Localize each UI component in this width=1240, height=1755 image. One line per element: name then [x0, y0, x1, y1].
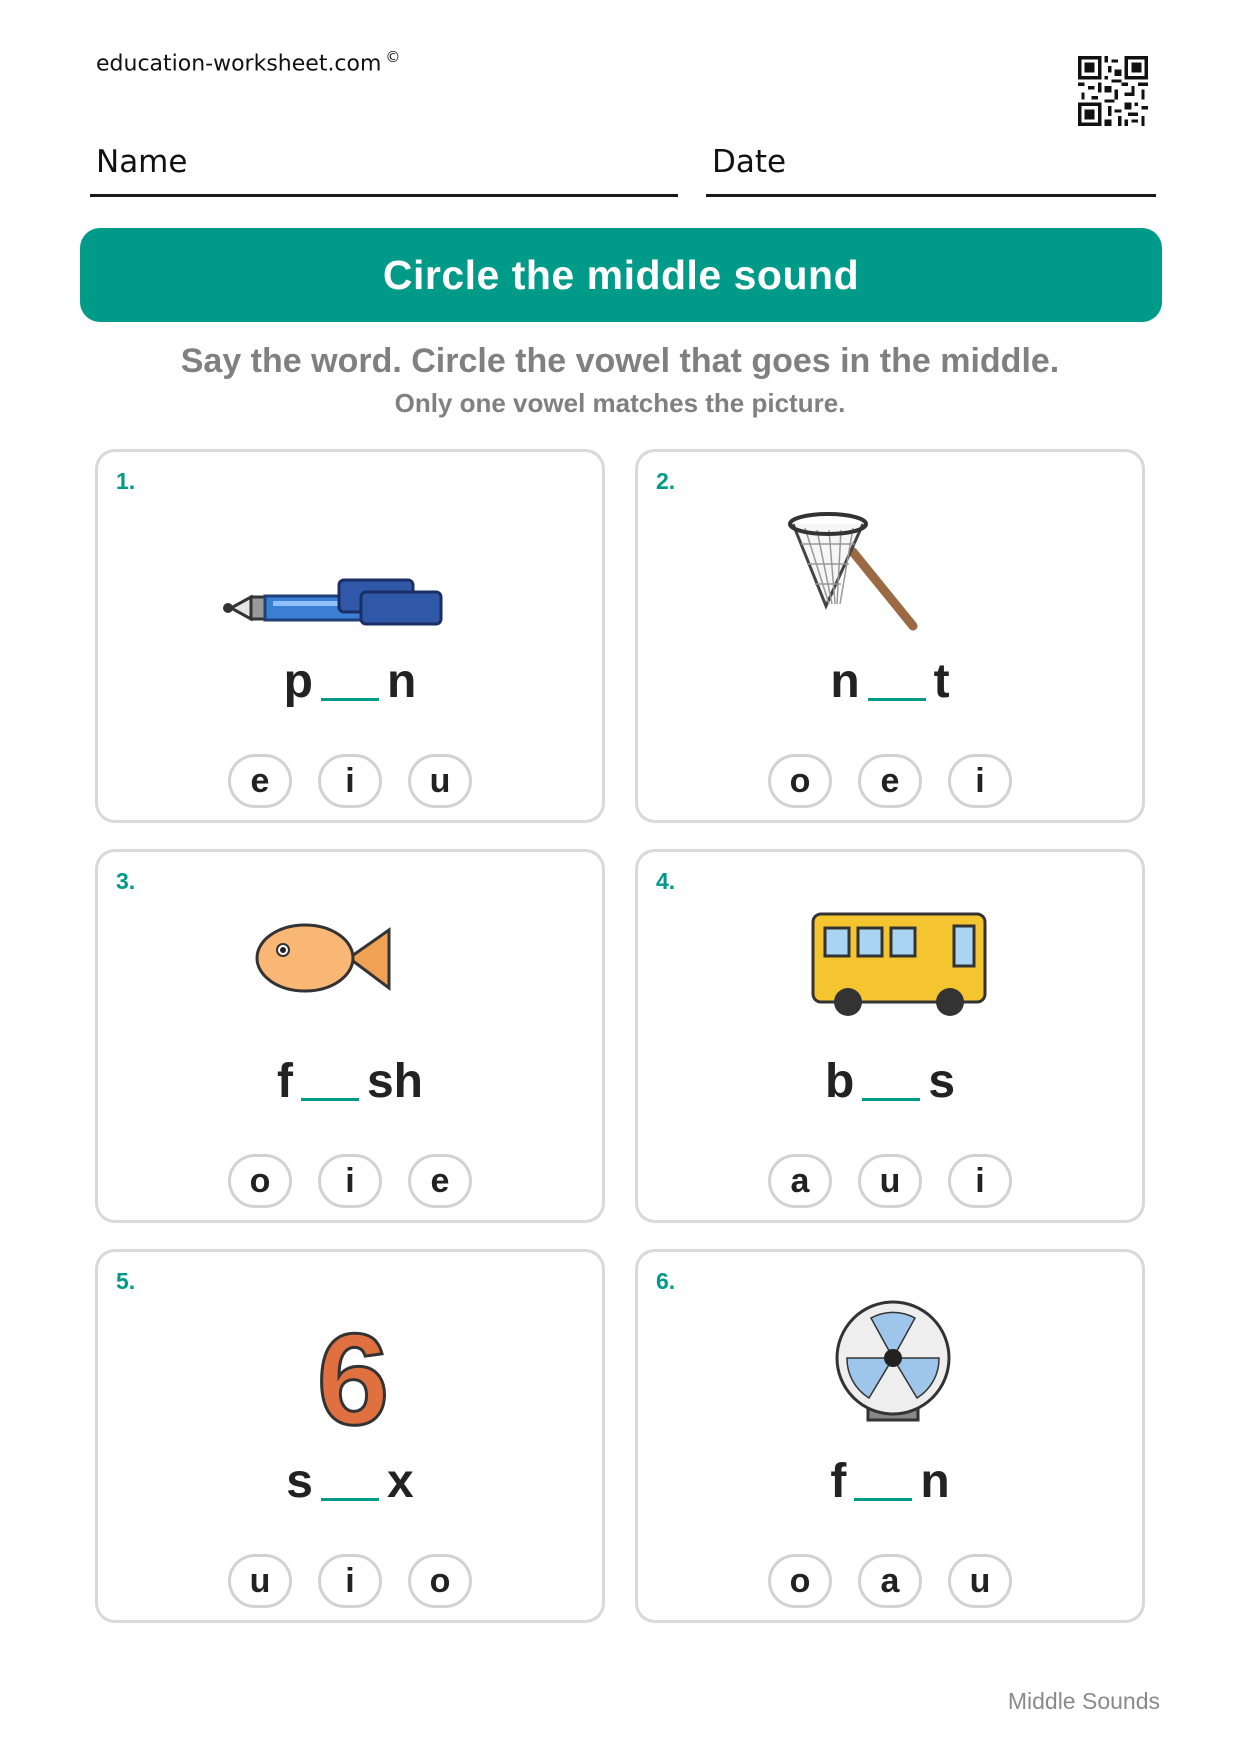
word-end: t — [933, 655, 950, 708]
exercise-card-6 — [635, 1249, 1145, 1623]
vowel-option[interactable]: e — [858, 754, 922, 808]
vowel-option[interactable]: a — [858, 1554, 922, 1608]
word-prompt — [98, 1054, 602, 1109]
blank-line — [862, 1098, 920, 1101]
blank-line — [301, 1098, 359, 1101]
worksheet-title: Circle the middle sound — [382, 251, 860, 298]
word-prompt — [98, 654, 602, 709]
item-number: 3. — [116, 868, 136, 894]
word-prompt — [98, 1454, 602, 1509]
title-banner — [80, 228, 1162, 322]
item-number: 6. — [656, 1268, 676, 1294]
site-label: education-worksheet.com — [96, 51, 382, 77]
vowel-option[interactable]: e — [228, 754, 292, 808]
vowel-option[interactable]: u — [858, 1154, 922, 1208]
vowel-option[interactable]: u — [948, 1554, 1012, 1608]
exercise-card-2 — [635, 449, 1145, 823]
exercise-card-3 — [95, 849, 605, 1223]
bus-icon — [743, 894, 1043, 1032]
vowel-option[interactable]: i — [318, 1554, 382, 1608]
net-icon — [743, 494, 1043, 632]
six-numeral: 6 — [316, 1306, 390, 1432]
vowel-options — [638, 1554, 1142, 1608]
blank-line — [854, 1498, 912, 1501]
vowel-option[interactable]: i — [948, 1154, 1012, 1208]
exercise-card-4 — [635, 849, 1145, 1223]
item-number: 5. — [116, 1268, 136, 1294]
word-end: n — [387, 655, 417, 708]
vowel-option[interactable]: u — [228, 1554, 292, 1608]
vowel-option[interactable]: i — [948, 754, 1012, 808]
word-start: f — [830, 1455, 847, 1508]
footer-label: Middle Sounds — [1007, 1688, 1160, 1714]
item-number: 2. — [656, 468, 676, 494]
vowel-option[interactable]: o — [408, 1554, 472, 1608]
copyright-symbol: © — [385, 48, 401, 66]
blank-line — [321, 1498, 379, 1501]
exercise-card-1 — [95, 449, 605, 823]
word-end: x — [387, 1455, 414, 1508]
fan-icon — [743, 1294, 1043, 1432]
site-name — [96, 48, 400, 76]
vowel-options — [98, 754, 602, 808]
pen-icon — [203, 494, 503, 632]
instruction-line-1: Say the word. Circle the vowel that goes in the middle. — [180, 342, 1060, 380]
instruction-line-2: Only one vowel matches the picture. — [394, 388, 846, 418]
vowel-option[interactable]: o — [228, 1154, 292, 1208]
word-end: s — [928, 1055, 956, 1108]
fish-icon — [203, 894, 503, 1032]
vowel-option[interactable]: o — [768, 1554, 832, 1608]
name-label: Name — [96, 144, 188, 180]
vowel-option[interactable]: o — [768, 754, 832, 808]
date-field[interactable] — [706, 130, 1156, 197]
item-number: 4. — [656, 868, 676, 894]
word-start: n — [830, 655, 860, 708]
word-end: sh — [366, 1055, 423, 1108]
date-label: Date — [712, 144, 787, 180]
qr-code-icon — [1078, 56, 1148, 126]
word-end: n — [920, 1455, 950, 1508]
vowel-options — [98, 1154, 602, 1208]
word-prompt — [638, 1454, 1142, 1509]
vowel-option[interactable]: u — [408, 754, 472, 808]
name-field[interactable] — [90, 130, 678, 197]
vowel-options — [638, 1154, 1142, 1208]
word-start: b — [824, 1055, 855, 1108]
blank-line — [321, 698, 379, 701]
vowel-option[interactable]: i — [318, 754, 382, 808]
word-prompt — [638, 654, 1142, 709]
vowel-options — [98, 1554, 602, 1608]
vowel-option[interactable]: i — [318, 1154, 382, 1208]
word-start: p — [283, 655, 313, 708]
word-start: s — [286, 1455, 313, 1508]
vowel-options — [638, 754, 1142, 808]
six-icon — [203, 1294, 503, 1432]
word-start: f — [277, 1055, 293, 1108]
word-prompt — [638, 1054, 1142, 1109]
item-number: 1. — [116, 468, 136, 494]
blank-line — [868, 698, 926, 701]
vowel-option[interactable]: a — [768, 1154, 832, 1208]
exercise-card-5 — [95, 1249, 605, 1623]
vowel-option[interactable]: e — [408, 1154, 472, 1208]
